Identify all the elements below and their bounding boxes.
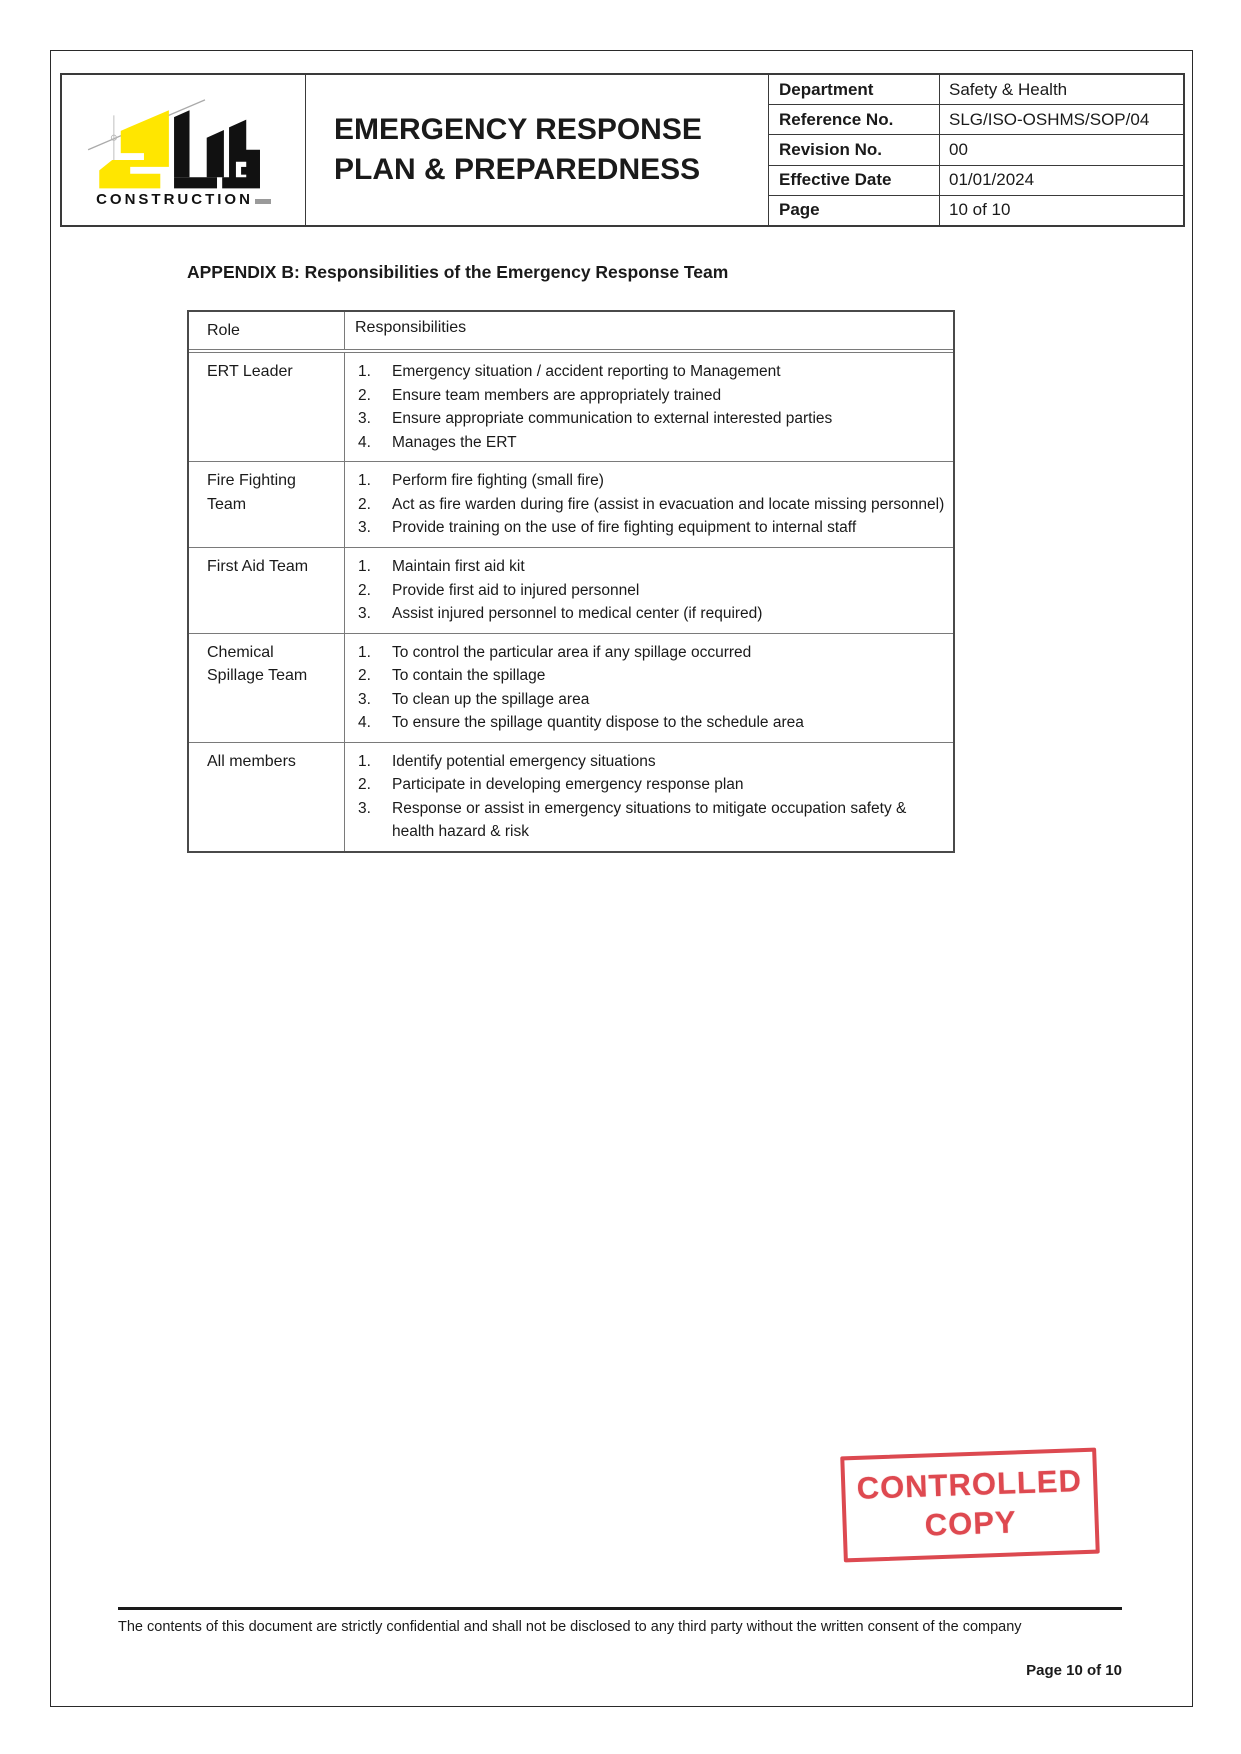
responsibility-item <box>355 579 949 603</box>
item-number: 3. <box>358 410 371 428</box>
item-text: Ensure team members are appropriately trained <box>392 386 722 404</box>
info-row <box>769 105 1183 135</box>
item-text: Maintain first aid kit <box>392 558 525 576</box>
role-cell: Chemical Spillage Team <box>189 634 345 742</box>
responsibilities-cell <box>345 353 953 461</box>
responsibilities-cell <box>345 634 953 742</box>
item-number: 1. <box>358 558 371 576</box>
info-label: Reference No. <box>769 105 940 134</box>
info-value: SLG/ISO-OSHMS/SOP/04 <box>949 109 1150 129</box>
role-cell: First Aid Team <box>189 548 345 633</box>
footer-page-number: Page 10 of 10 <box>1026 1662 1122 1679</box>
title-cell <box>306 75 769 225</box>
info-value: Safety & Health <box>949 79 1068 99</box>
item-text: Provide training on the use of fire fighting equipment to internal staff <box>392 519 857 537</box>
document-info-table <box>769 75 1183 225</box>
responsibilities-cell <box>345 743 953 851</box>
logo-fine-print <box>255 199 271 204</box>
table-header-row <box>189 312 953 353</box>
column-header-responsibilities: Responsibilities <box>355 319 467 336</box>
responsibility-item <box>355 493 949 517</box>
role-cell: Fire Fighting Team <box>189 462 345 547</box>
responsibility-list <box>355 555 949 626</box>
item-number: 2. <box>358 667 371 685</box>
item-text: Response or assist in emergency situations to mitigate occupation safety & health hazard & risk <box>392 799 907 841</box>
role-cell: All members <box>189 743 345 851</box>
responsibilities-cell <box>345 462 953 547</box>
item-number: 3. <box>358 799 371 817</box>
responsibility-list <box>355 641 949 735</box>
responsibility-list <box>355 469 949 540</box>
responsibility-item <box>355 750 949 774</box>
responsibility-item <box>355 360 949 384</box>
info-label: Department <box>769 75 940 104</box>
item-text: Identify potential emergency situations <box>392 752 656 770</box>
info-label: Revision No. <box>769 135 940 164</box>
responsibility-item <box>355 431 949 455</box>
item-number: 3. <box>358 519 371 537</box>
item-text: Provide first aid to injured personnel <box>392 581 640 599</box>
responsibility-item <box>355 407 949 431</box>
logo-subtitle: CONSTRUCTION <box>96 191 271 208</box>
role-cell: ERT Leader <box>189 353 345 461</box>
info-label: Page <box>769 196 940 225</box>
item-text: Act as fire warden during fire (assist in evacuation and locate missing personnel) <box>392 495 945 513</box>
item-number: 1. <box>358 472 371 490</box>
responsibility-list <box>355 750 949 844</box>
info-row <box>769 166 1183 196</box>
item-number: 4. <box>358 433 371 451</box>
info-row <box>769 135 1183 165</box>
item-number: 2. <box>358 581 371 599</box>
responsibilities-cell <box>345 548 953 633</box>
info-label: Effective Date <box>769 166 940 195</box>
responsibility-item <box>355 773 949 797</box>
stamp-line1: CONTROLLED <box>856 1463 1083 1507</box>
document-header <box>60 73 1185 227</box>
responsibility-item <box>355 688 949 712</box>
responsibility-item <box>355 664 949 688</box>
item-text: Assist injured personnel to medical center (if required) <box>392 605 763 623</box>
item-number: 3. <box>358 690 371 708</box>
table-row <box>189 634 953 743</box>
responsibility-item <box>355 711 949 735</box>
company-logo <box>62 75 306 225</box>
item-text: Emergency situation / accident reporting to Management <box>392 363 781 381</box>
table-row <box>189 743 953 851</box>
info-value: 10 of 10 <box>949 200 1011 220</box>
item-number: 4. <box>358 714 371 732</box>
stamp-line2: COPY <box>924 1504 1018 1543</box>
item-number: 3. <box>358 605 371 623</box>
item-text: To contain the spillage <box>392 667 546 685</box>
item-number: 1. <box>358 363 371 381</box>
confidentiality-notice: The contents of this document are strictly confidential and shall not be disclosed to any third party without the written consent of the company <box>118 1619 1022 1635</box>
responsibility-item <box>355 516 949 540</box>
responsibilities-table <box>187 310 955 853</box>
item-text: Ensure appropriate communication to external interested parties <box>392 410 833 428</box>
table-row <box>189 548 953 634</box>
item-text: Participate in developing emergency response plan <box>392 776 744 794</box>
footer-divider <box>118 1607 1122 1610</box>
responsibility-item <box>355 384 949 408</box>
responsibility-item <box>355 555 949 579</box>
item-text: To control the particular area if any spillage occurred <box>392 643 752 661</box>
item-number: 2. <box>358 495 371 513</box>
slg-logo-icon <box>76 93 291 197</box>
item-text: Perform fire fighting (small fire) <box>392 472 604 490</box>
appendix-heading: APPENDIX B: Responsibilities of the Emergency Response Team <box>187 262 729 282</box>
column-header-role: Role <box>189 312 345 349</box>
item-text: To ensure the spillage quantity dispose to the schedule area <box>392 714 804 732</box>
info-row <box>769 196 1183 225</box>
item-number: 2. <box>358 386 371 404</box>
responsibility-item <box>355 641 949 665</box>
responsibility-item <box>355 797 949 844</box>
item-text: Manages the ERT <box>392 433 517 451</box>
controlled-copy-stamp <box>840 1448 1100 1563</box>
item-text: To clean up the spillage area <box>392 690 590 708</box>
document-title-line1: EMERGENCY RESPONSE <box>334 113 702 147</box>
responsibility-item <box>355 469 949 493</box>
info-value: 01/01/2024 <box>949 170 1035 190</box>
table-row <box>189 462 953 548</box>
document-title-line2: PLAN & PREPAREDNESS <box>334 153 701 186</box>
info-value: 00 <box>949 140 968 159</box>
item-number: 1. <box>358 643 371 661</box>
responsibility-item <box>355 602 949 626</box>
info-row <box>769 75 1183 105</box>
item-number: 1. <box>358 752 371 770</box>
table-row <box>189 353 953 462</box>
responsibility-list <box>355 360 949 454</box>
item-number: 2. <box>358 776 371 794</box>
